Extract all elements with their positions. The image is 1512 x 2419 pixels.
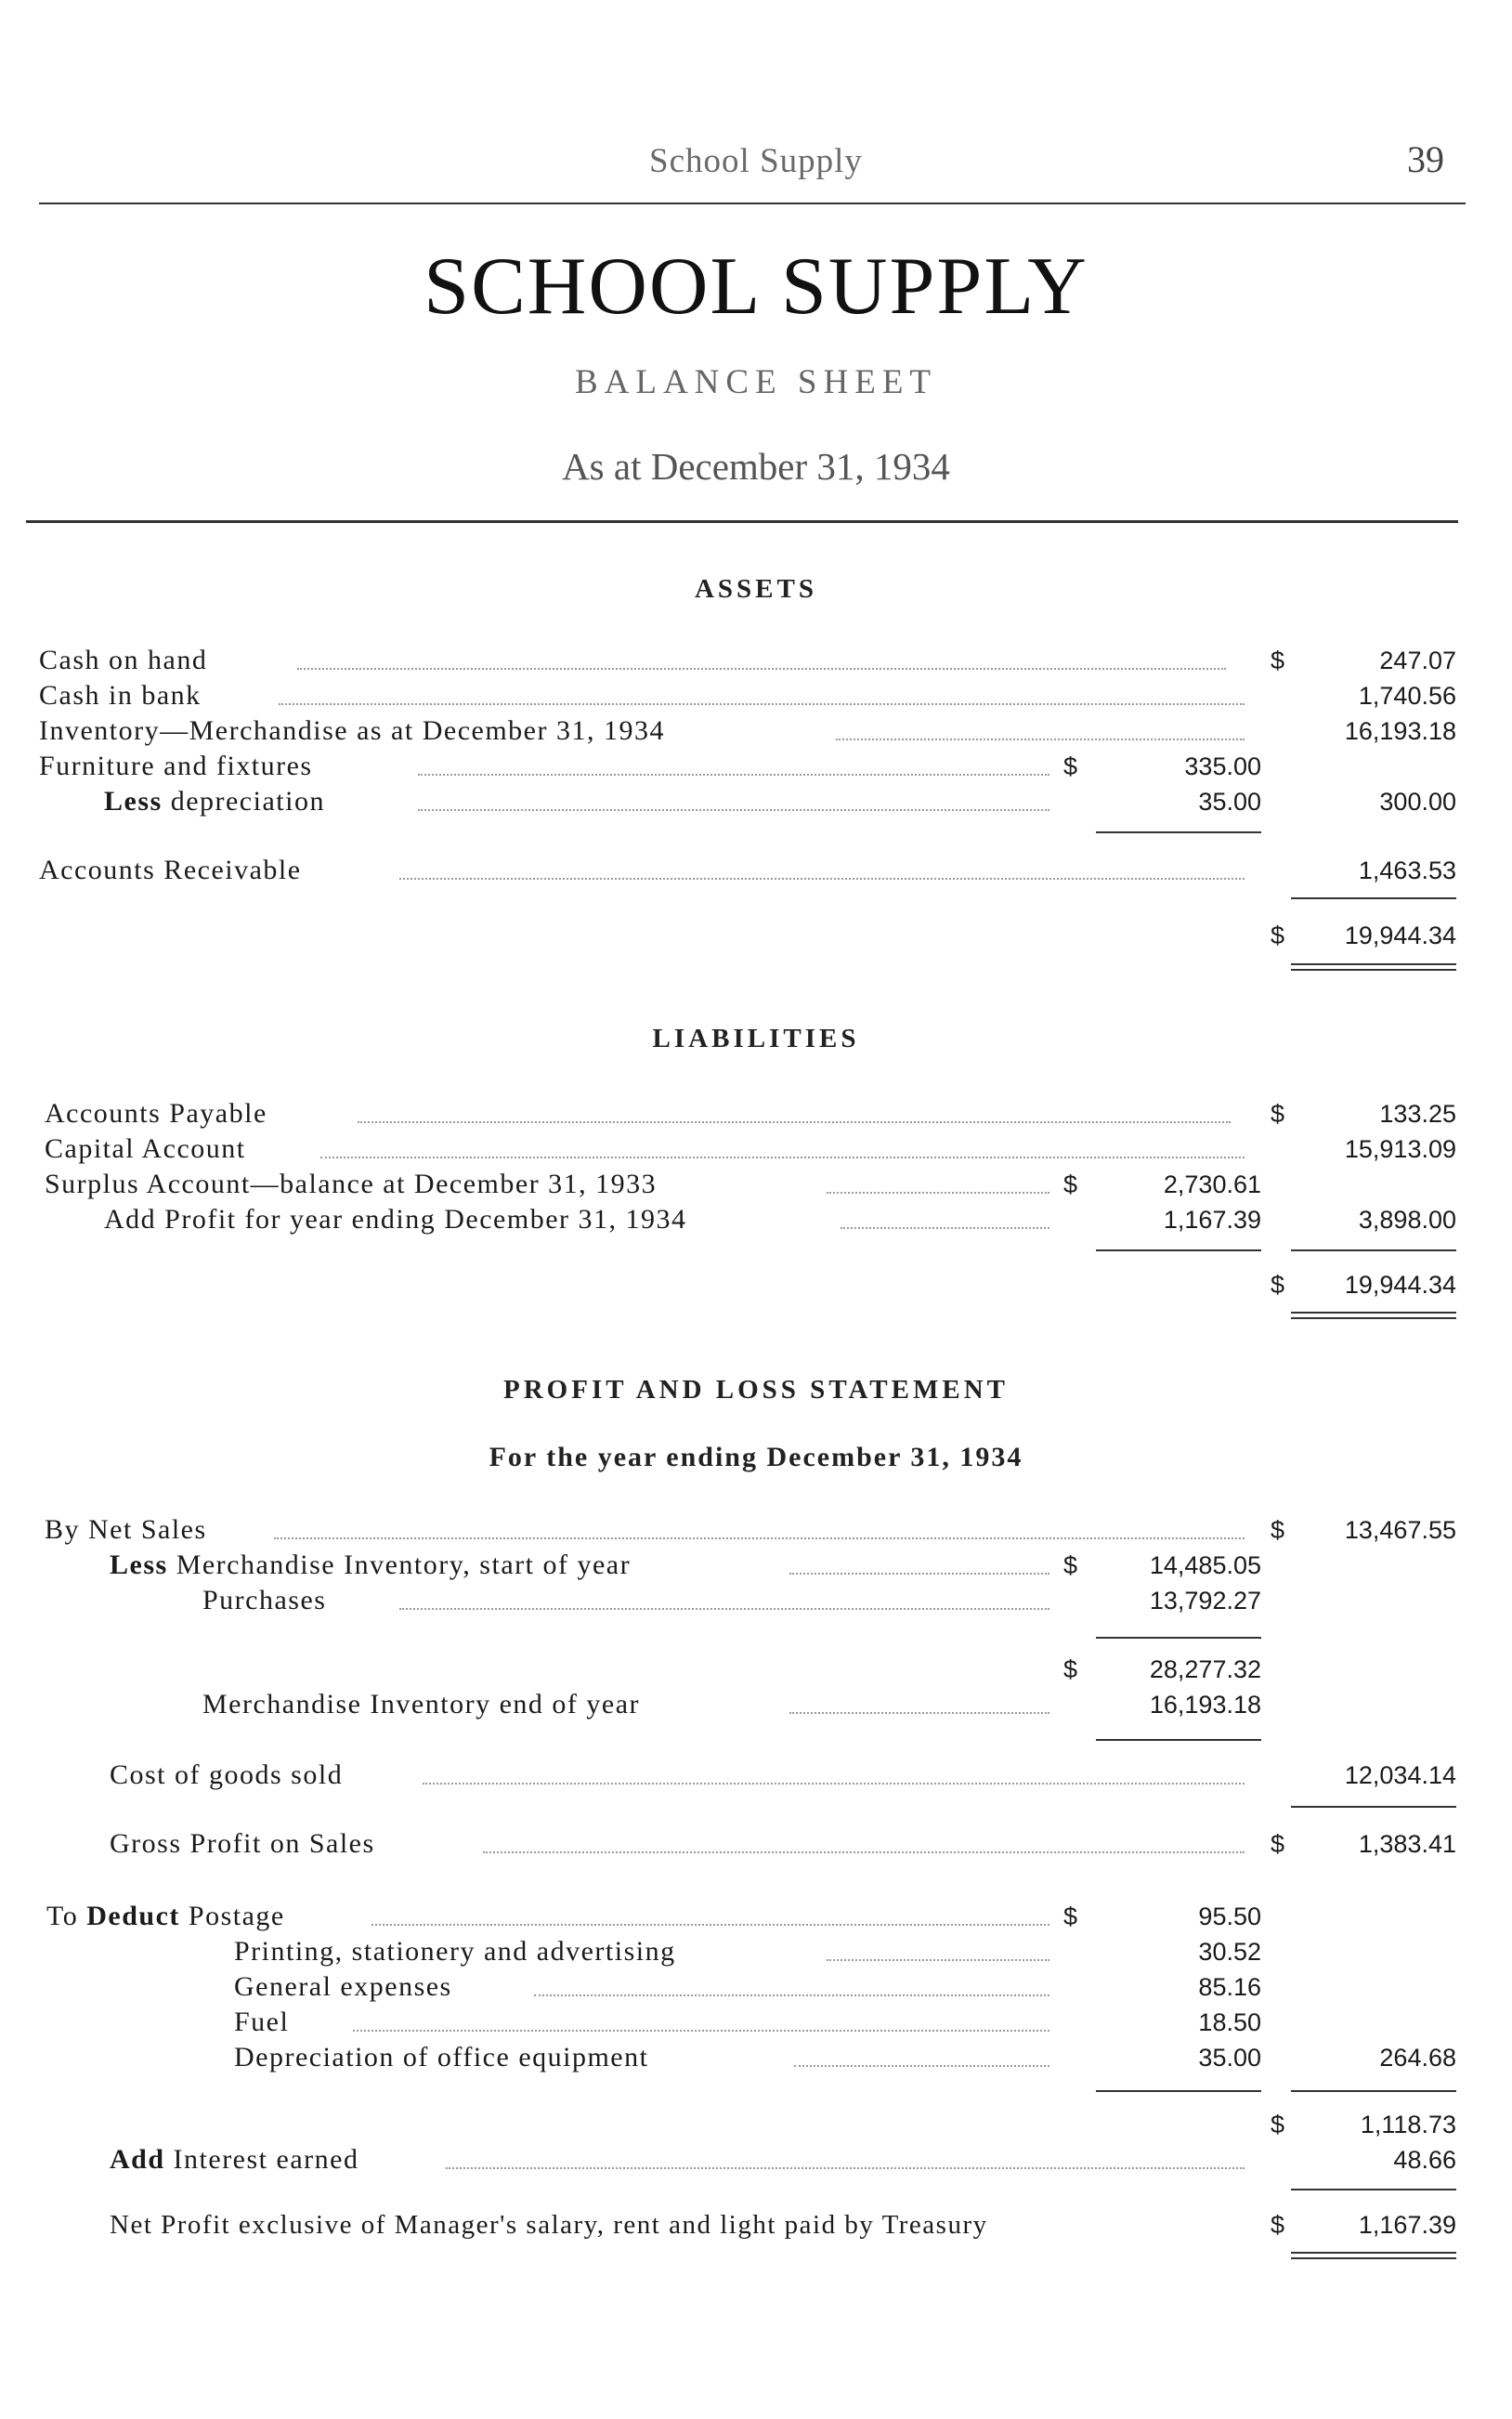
- header-rule: [39, 203, 1466, 204]
- amount: 18.50: [1198, 2008, 1261, 2036]
- dollar-sign: $: [1271, 2111, 1285, 2138]
- amount: 13,792.27: [1149, 1587, 1261, 1615]
- leader-dots: [794, 2065, 1049, 2067]
- pl-row-depreciation: [0, 2040, 1512, 2075]
- amount: 1,167.39: [1163, 1206, 1261, 1234]
- row-label: Accounts Payable: [45, 1098, 267, 1129]
- liability-row-capital: [0, 1131, 1512, 1167]
- pl-row-inventory-start: [0, 1548, 1512, 1583]
- leader-dots: [534, 1994, 1049, 1996]
- asset-row-inventory: [0, 713, 1512, 749]
- amount: 15,913.09: [1344, 1135, 1456, 1163]
- page-number: 39: [1407, 138, 1444, 180]
- row-label-bold: Less: [104, 786, 163, 817]
- leader-dots: [483, 1851, 1245, 1853]
- row-label: [110, 2142, 358, 2177]
- amount: 12,034.14: [1344, 1761, 1456, 1789]
- assets-total-row: [0, 918, 1512, 953]
- double-underline: [1291, 1312, 1456, 1314]
- underline: [1291, 2189, 1456, 2190]
- row-label: Gross Profit on Sales: [110, 1828, 375, 1859]
- double-underline: [1291, 2257, 1456, 2259]
- amount: 264.68: [1379, 2044, 1456, 2072]
- underline: [1291, 1806, 1456, 1808]
- underline: [1291, 897, 1456, 899]
- amount: 1,383.41: [1358, 1830, 1456, 1858]
- amount: 35.00: [1198, 788, 1261, 816]
- underline: [1291, 2090, 1456, 2092]
- leader-dots: [279, 703, 1245, 705]
- amount: 16,193.18: [1344, 717, 1456, 745]
- amount: 14,485.05: [1149, 1551, 1261, 1579]
- leader-dots: [418, 809, 1049, 811]
- liabilities-total-row: [0, 1267, 1512, 1302]
- leader-dots: [353, 2030, 1049, 2032]
- liabilities-heading: LIABILITIES: [652, 1024, 860, 1053]
- underline: [1096, 1249, 1261, 1251]
- leader-dots: [320, 1157, 1245, 1158]
- total-amount: 19,944.34: [1344, 1271, 1456, 1299]
- row-label: Furniture and fixtures: [39, 751, 313, 781]
- dollar-sign: $: [1063, 752, 1078, 780]
- leader-dots: [358, 1121, 1231, 1123]
- double-underline: [1291, 969, 1456, 971]
- date-line: As at December 31, 1934: [562, 445, 950, 488]
- leader-dots: [827, 1192, 1049, 1194]
- running-title: School Supply: [649, 142, 863, 180]
- liability-row-payable: [0, 1096, 1512, 1131]
- amount: 28,277.32: [1149, 1655, 1261, 1683]
- asset-row-furniture: [0, 749, 1512, 784]
- pl-row-postage: [0, 1899, 1512, 1934]
- row-label-prefix: To: [46, 1901, 87, 1931]
- underline: [1096, 1739, 1261, 1741]
- row-label: Printing, stationery and advertising: [234, 1936, 676, 1967]
- amount: 48.66: [1393, 2146, 1456, 2174]
- leader-dots: [836, 739, 1245, 740]
- double-underline: [1291, 2252, 1456, 2254]
- pl-row-net-sales: [0, 1512, 1512, 1548]
- row-label: [104, 784, 325, 819]
- pl-row-net-before-interest: [0, 2107, 1512, 2142]
- amount: 300.00: [1379, 788, 1456, 816]
- leader-dots: [371, 1924, 1049, 1926]
- assets-heading: ASSETS: [694, 574, 817, 604]
- amount: 3,898.00: [1358, 1206, 1456, 1234]
- row-label: Surplus Account—balance at December 31, 1933: [45, 1169, 658, 1199]
- pl-heading: PROFIT AND LOSS STATEMENT: [503, 1375, 1009, 1405]
- row-label-text: Postage: [179, 1901, 285, 1931]
- pl-row-net-profit: [0, 2207, 1512, 2242]
- row-label: Cost of goods sold: [110, 1759, 344, 1790]
- amount: 1,167.39: [1358, 2211, 1456, 2239]
- amount: 133.25: [1379, 1100, 1456, 1128]
- amount: 30.52: [1198, 1938, 1261, 1966]
- amount: 95.50: [1198, 1903, 1261, 1930]
- row-label-bold: Add: [110, 2144, 165, 2175]
- row-label: By Net Sales: [45, 1514, 207, 1545]
- double-underline: [1291, 1317, 1456, 1319]
- leader-dots: [789, 1573, 1049, 1575]
- asset-row-less-depreciation: [0, 784, 1512, 819]
- row-label-text: Merchandise Inventory, start of year: [167, 1549, 632, 1580]
- row-label: Accounts Receivable: [39, 855, 302, 885]
- dollar-sign: $: [1271, 1830, 1285, 1858]
- dollar-sign: $: [1271, 1516, 1285, 1544]
- dollar-sign: $: [1063, 1655, 1078, 1683]
- amount: 35.00: [1198, 2044, 1261, 2072]
- row-label: Merchandise Inventory end of year: [202, 1689, 640, 1719]
- pl-row-inventory-end: [0, 1687, 1512, 1722]
- amount: 1,740.56: [1358, 682, 1456, 710]
- row-label: Purchases: [202, 1585, 327, 1615]
- leader-dots: [297, 668, 1226, 670]
- dollar-sign: $: [1271, 922, 1285, 949]
- amount: 247.07: [1379, 647, 1456, 674]
- leader-dots: [418, 774, 1049, 776]
- row-label: Fuel: [234, 2007, 290, 2037]
- document-subtitle: BALANCE SHEET: [574, 363, 938, 401]
- liability-row-surplus: [0, 1167, 1512, 1202]
- row-label-text: Interest earned: [164, 2144, 359, 2175]
- row-label: Depreciation of office equipment: [234, 2042, 649, 2072]
- dollar-sign: $: [1063, 1903, 1078, 1930]
- underline: [1096, 1637, 1261, 1639]
- leader-dots: [827, 1959, 1049, 1961]
- row-label: Add Profit for year ending December 31, 1934: [104, 1204, 687, 1235]
- pl-row-subtotal: [0, 1652, 1512, 1687]
- row-label: Net Profit exclusive of Manager's salary, rent and light paid by Treasury: [110, 2210, 988, 2240]
- pl-row-fuel: [0, 2005, 1512, 2040]
- row-label: Cash on hand: [39, 645, 208, 675]
- row-label: Capital Account: [45, 1133, 246, 1164]
- leader-dots: [841, 1227, 1049, 1229]
- leader-dots: [446, 2167, 1245, 2169]
- amount: 13,467.55: [1344, 1516, 1456, 1544]
- asset-row-cash-on-hand: [0, 643, 1512, 678]
- pl-row-interest: [0, 2142, 1512, 2177]
- asset-row-cash-in-bank: [0, 678, 1512, 713]
- pl-row-general: [0, 1969, 1512, 2005]
- leader-dots: [399, 878, 1245, 880]
- leader-dots: [399, 1608, 1049, 1610]
- document-title: SCHOOL SUPPLY: [424, 242, 1088, 332]
- row-label: Cash in bank: [39, 680, 202, 711]
- asset-row-receivable: [0, 853, 1512, 888]
- row-label: [46, 1899, 285, 1934]
- amount: 16,193.18: [1149, 1691, 1261, 1719]
- dollar-sign: $: [1271, 1100, 1285, 1128]
- underline: [1096, 831, 1261, 833]
- underline: [1291, 1249, 1456, 1251]
- row-label-bold: Less: [110, 1549, 168, 1580]
- dollar-sign: $: [1063, 1170, 1078, 1198]
- leader-dots: [789, 1712, 1049, 1714]
- amount: 335.00: [1184, 752, 1261, 780]
- pl-subheading: For the year ending December 31, 1934: [489, 1442, 1023, 1472]
- amount: 2,730.61: [1163, 1170, 1261, 1198]
- amount: 1,463.53: [1358, 856, 1456, 884]
- title-rule: [26, 520, 1458, 523]
- amount: 1,118.73: [1360, 2111, 1456, 2138]
- pl-row-purchases: [0, 1583, 1512, 1618]
- row-label: Inventory—Merchandise as at December 31, 1934: [39, 715, 665, 746]
- dollar-sign: $: [1271, 1271, 1285, 1299]
- dollar-sign: $: [1271, 647, 1285, 674]
- row-label: [110, 1548, 631, 1583]
- row-label: General expenses: [234, 1971, 452, 2002]
- liability-row-add-profit: [0, 1202, 1512, 1237]
- leader-dots: [274, 1537, 1245, 1539]
- row-label-text: depreciation: [162, 786, 325, 817]
- double-underline: [1291, 963, 1456, 965]
- row-label-bold: Deduct: [86, 1901, 180, 1931]
- leader-dots: [423, 1783, 1245, 1785]
- underline: [1096, 2090, 1261, 2092]
- pl-row-printing: [0, 1934, 1512, 1969]
- amount: 85.16: [1198, 1973, 1261, 2001]
- total-amount: 19,944.34: [1344, 922, 1456, 949]
- pl-row-gross-profit: [0, 1826, 1512, 1862]
- pl-row-cost-of-goods: [0, 1758, 1512, 1793]
- dollar-sign: $: [1271, 2211, 1285, 2239]
- dollar-sign: $: [1063, 1551, 1078, 1579]
